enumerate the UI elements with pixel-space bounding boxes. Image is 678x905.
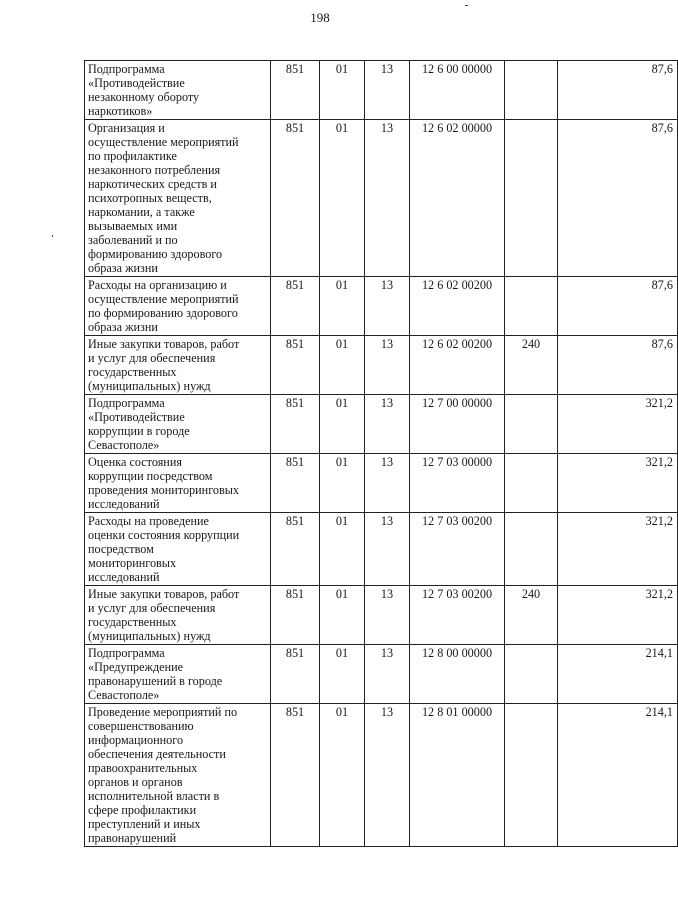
amount: 321,2 [558,586,678,645]
section-code: 01 [320,704,365,847]
table-row [85,120,678,277]
item-name-cell [85,336,271,395]
item-name-cell [85,395,271,454]
expense-type-code [505,277,558,336]
item-name-cell [85,120,271,277]
section-code: 01 [320,454,365,513]
subsection-code: 13 [365,277,410,336]
grbs-code: 851 [271,454,320,513]
expense-type-code [505,61,558,120]
table-row [85,586,678,645]
table-row [85,454,678,513]
amount: 321,2 [558,395,678,454]
grbs-code: 851 [271,704,320,847]
amount: 87,6 [558,336,678,395]
item-name-cell [85,61,271,120]
item-name-cell [85,586,271,645]
section-code: 01 [320,513,365,586]
section-code: 01 [320,120,365,277]
subsection-code: 13 [365,336,410,395]
item-name: Оценка состояния коррупции посредством проведения мониторинговых исследований [88,455,240,511]
section-code: 01 [320,645,365,704]
target-article-code: 12 6 02 00200 [410,277,505,336]
target-article-code: 12 7 03 00000 [410,454,505,513]
item-name-cell [85,277,271,336]
section-code: 01 [320,395,365,454]
grbs-code: 851 [271,645,320,704]
target-article-code: 12 7 03 00200 [410,513,505,586]
subsection-code: 13 [365,513,410,586]
grbs-code: 851 [271,513,320,586]
page-number: 198 [310,10,330,25]
table-row [85,395,678,454]
budget-table [84,60,678,847]
table-row [85,61,678,120]
expense-type-code: 240 [505,586,558,645]
item-name: Иные закупки товаров, работ и услуг для обеспечения государственных (муниципальных) нужд [88,587,240,643]
grbs-code: 851 [271,120,320,277]
grbs-code: 851 [271,277,320,336]
subsection-code: 13 [365,586,410,645]
section-code: 01 [320,61,365,120]
amount: 87,6 [558,277,678,336]
subsection-code: 13 [365,454,410,513]
scan-mark [52,235,53,237]
item-name-cell [85,704,271,847]
grbs-code: 851 [271,586,320,645]
item-name-cell [85,454,271,513]
subsection-code: 13 [365,120,410,277]
amount: 87,6 [558,120,678,277]
subsection-code: 13 [365,61,410,120]
budget-table-body [85,61,678,847]
table-row [85,277,678,336]
table-row [85,704,678,847]
grbs-code: 851 [271,336,320,395]
item-name: Подпрограмма «Предупреждение правонарушений в городе Севастополе» [88,646,223,702]
target-article-code: 12 7 03 00200 [410,586,505,645]
amount: 87,6 [558,61,678,120]
item-name-cell [85,645,271,704]
subsection-code: 13 [365,704,410,847]
item-name: Иные закупки товаров, работ и услуг для обеспечения государственных (муниципальных) нужд [88,337,240,393]
expense-type-code [505,704,558,847]
expense-type-code [505,120,558,277]
item-name: Расходы на организацию и осуществление мероприятий по формированию здорового образа жизни [88,278,239,334]
target-article-code: 12 7 00 00000 [410,395,505,454]
expense-type-code [505,454,558,513]
budget-table-container [84,60,678,847]
expense-type-code [505,513,558,586]
table-row [85,645,678,704]
grbs-code: 851 [271,61,320,120]
item-name: Подпрограмма «Противодействие коррупции в городе Севастополе» [88,396,190,452]
item-name: Подпрограмма «Противодействие незаконному обороту наркотиков» [88,62,200,118]
item-name-cell [85,513,271,586]
section-code: 01 [320,586,365,645]
expense-type-code [505,645,558,704]
section-code: 01 [320,336,365,395]
subsection-code: 13 [365,645,410,704]
amount: 214,1 [558,645,678,704]
expense-type-code [505,395,558,454]
amount: 321,2 [558,513,678,586]
item-name: Организация и осуществление мероприятий по профилактике незаконного потребления наркотических средств и психотропных веществ, наркомании, а также вызываемых ими заболеваний и по формированию здорового образа жизни [88,121,239,275]
amount: 214,1 [558,704,678,847]
target-article-code: 12 6 00 00000 [410,61,505,120]
target-article-code: 12 8 00 00000 [410,645,505,704]
subsection-code: 13 [365,395,410,454]
expense-type-code: 240 [505,336,558,395]
item-name: Проведение мероприятий по совершенствованию информационного обеспечения деятельности правоохранительных органов и органов исполнительной власти в сфере профилактики преступлений и иных правонарушений [88,705,238,845]
table-row [85,513,678,586]
scan-mark [465,5,468,6]
table-row [85,336,678,395]
section-code: 01 [320,277,365,336]
item-name: Расходы на проведение оценки состояния коррупции посредством мониторинговых исследований [88,514,240,584]
grbs-code: 851 [271,395,320,454]
target-article-code: 12 6 02 00000 [410,120,505,277]
amount: 321,2 [558,454,678,513]
target-article-code: 12 8 01 00000 [410,704,505,847]
target-article-code: 12 6 02 00200 [410,336,505,395]
